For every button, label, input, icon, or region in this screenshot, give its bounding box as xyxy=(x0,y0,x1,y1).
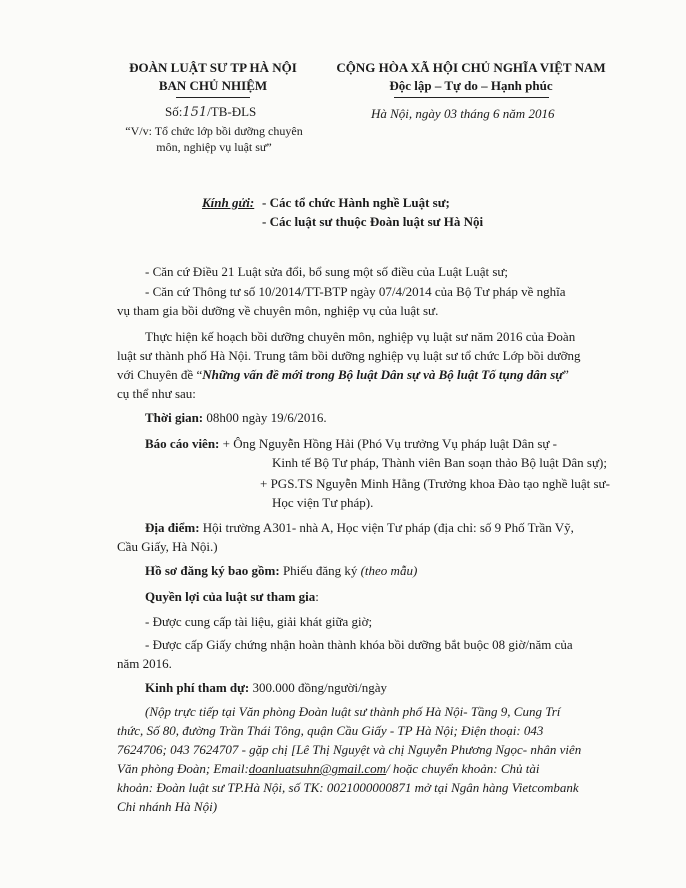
venue-label: Địa điểm: xyxy=(145,520,200,535)
right-2-line-1: - Được cấp Giấy chứng nhận hoàn thành khóa bồi dưỡng bắt buộc 08 giờ/năm của xyxy=(145,637,573,652)
right-1: - Được cung cấp tài liệu, giải khát giữa giờ; xyxy=(145,614,373,629)
venue-line-1: Hội trường A301- nhà A, Học viện Tư pháp (địa chỉ: số 9 Phố Trần Vỹ, xyxy=(199,520,574,535)
recipient-1: - Các tổ chức Hành nghề Luật sư; xyxy=(262,195,450,210)
note-line-4: Văn phòng Đoàn; Email:doanluatsuhn@gmail.com/ hoặc chuyển khoản: Chủ tài xyxy=(117,761,540,776)
org-name: ĐOÀN LUẬT SƯ TP HÀ NỘI xyxy=(129,60,297,75)
note-line-5: khoản: Đoàn luật sư TP.Hà Nội, số TK: 0021000000871 mở tại Ngân hàng Vietcombank xyxy=(117,780,579,795)
document-number: Số:151/TB-ĐLS xyxy=(165,104,257,120)
email-link[interactable]: doanluatsuhn@gmail.com xyxy=(248,761,387,776)
basis-2-line-1: - Căn cứ Thông tư số 10/2014/TT-BTP ngày 07/4/2014 của Bộ Tư pháp về nghĩa xyxy=(145,284,566,299)
speaker-2-line-2: Học viện Tư pháp). xyxy=(272,495,374,510)
note-line-2: thức, Số 80, đường Trần Thái Tông, quận Cầu Giấy - TP Hà Nội; Điện thoại: 043 xyxy=(117,723,544,738)
time-row xyxy=(145,410,327,426)
recipient-label: Kính gửi: xyxy=(202,195,255,210)
rights-label: Quyền lợi của luật sư tham gia xyxy=(145,589,316,604)
fee-label: Kinh phí tham dự: xyxy=(145,680,250,695)
time-label: Thời gian: xyxy=(145,410,204,425)
speaker-label: Báo cáo viên: xyxy=(145,436,220,451)
course-topic: Những vấn đề mới trong Bộ luật Dân sự và Bộ luật Tố tụng dân sự xyxy=(202,367,564,382)
speaker-1-line-2: Kinh tế Bộ Tư pháp, Thành viên Ban soạn thảo Bộ luật Dân sự); xyxy=(272,455,607,470)
intro-line-4: cụ thể như sau: xyxy=(117,386,196,401)
speaker-row xyxy=(145,436,557,452)
venue-row xyxy=(145,520,574,536)
dossier-value: Phiếu đăng ký xyxy=(279,563,361,578)
fee-value: 300.000 đồng/người/ngày xyxy=(249,680,388,695)
intro-line-1: Thực hiện kế hoạch bồi dưỡng chuyên môn, nghiệp vụ luật sư năm 2016 của Đoàn xyxy=(145,329,576,344)
basis-2-line-2: vụ tham gia bồi dưỡng về chuyên môn, nghiệp vụ của luật sư. xyxy=(117,303,439,318)
time-value: 08h00 ngày 19/6/2016. xyxy=(203,410,327,425)
intro-line-2: luật sư thành phố Hà Nội. Trung tâm bồi dưỡng nghiệp vụ luật sư tổ chức Lớp bồi dưỡng xyxy=(117,348,581,363)
note-line-3: 7624706; 043 7624707 - gặp chị [Lê Thị Nguyệt và chị Nguyễn Phương Ngọc- nhân viên xyxy=(117,742,582,757)
recipient-2: - Các luật sư thuộc Đoàn luật sư Hà Nội xyxy=(262,214,484,229)
header-underline-right xyxy=(394,97,549,98)
dossier-row xyxy=(145,563,417,579)
venue-line-2: Cầu Giấy, Hà Nội.) xyxy=(117,539,218,554)
subject-line-2: môn, nghiệp vụ luật sư” xyxy=(156,140,272,154)
org-board: BAN CHỦ NHIỆM xyxy=(158,78,268,93)
dossier-label: Hồ sơ đăng ký bao gồm: xyxy=(145,563,280,578)
subject-line-1: “V/v: Tổ chức lớp bồi dưỡng chuyên xyxy=(125,124,303,138)
handwritten-number: 151 xyxy=(182,105,208,120)
place-date: Hà Nội, ngày 03 tháng 6 năm 2016 xyxy=(371,106,555,121)
rights-row: Quyền lợi của luật sư tham gia: xyxy=(145,589,319,604)
right-2-line-2: năm 2016. xyxy=(117,656,172,671)
basis-1: - Căn cứ Điều 21 Luật sửa đổi, bổ sung một số điều của Luật Luật sư; xyxy=(145,264,509,279)
note-line-6: Chi nhánh Hà Nội) xyxy=(117,799,218,814)
note-line-1: (Nộp trực tiếp tại Văn phòng Đoàn luật sư thành phố Hà Nội- Tầng 9, Cung Trí xyxy=(145,704,561,719)
fee-row xyxy=(145,680,387,696)
speaker-2-line-1: + PGS.TS Nguyễn Minh Hằng (Trưởng khoa Đào tạo nghề luật sư- xyxy=(260,476,610,491)
header-underline-left xyxy=(176,97,250,98)
national-motto: Độc lập – Tự do – Hạnh phúc xyxy=(389,78,553,93)
speaker-1-line-1: + Ông Nguyễn Hồng Hải (Phó Vụ trưởng Vụ pháp luật Dân sự - xyxy=(219,436,558,451)
intro-line-3: với Chuyên đề “Những vấn đề mới trong Bộ luật Dân sự và Bộ luật Tố tụng dân sự” xyxy=(117,367,569,382)
national-title: CỘNG HÒA XÃ HỘI CHỦ NGHĨA VIỆT NAM xyxy=(336,60,606,75)
dossier-note: (theo mẫu) xyxy=(360,563,418,578)
